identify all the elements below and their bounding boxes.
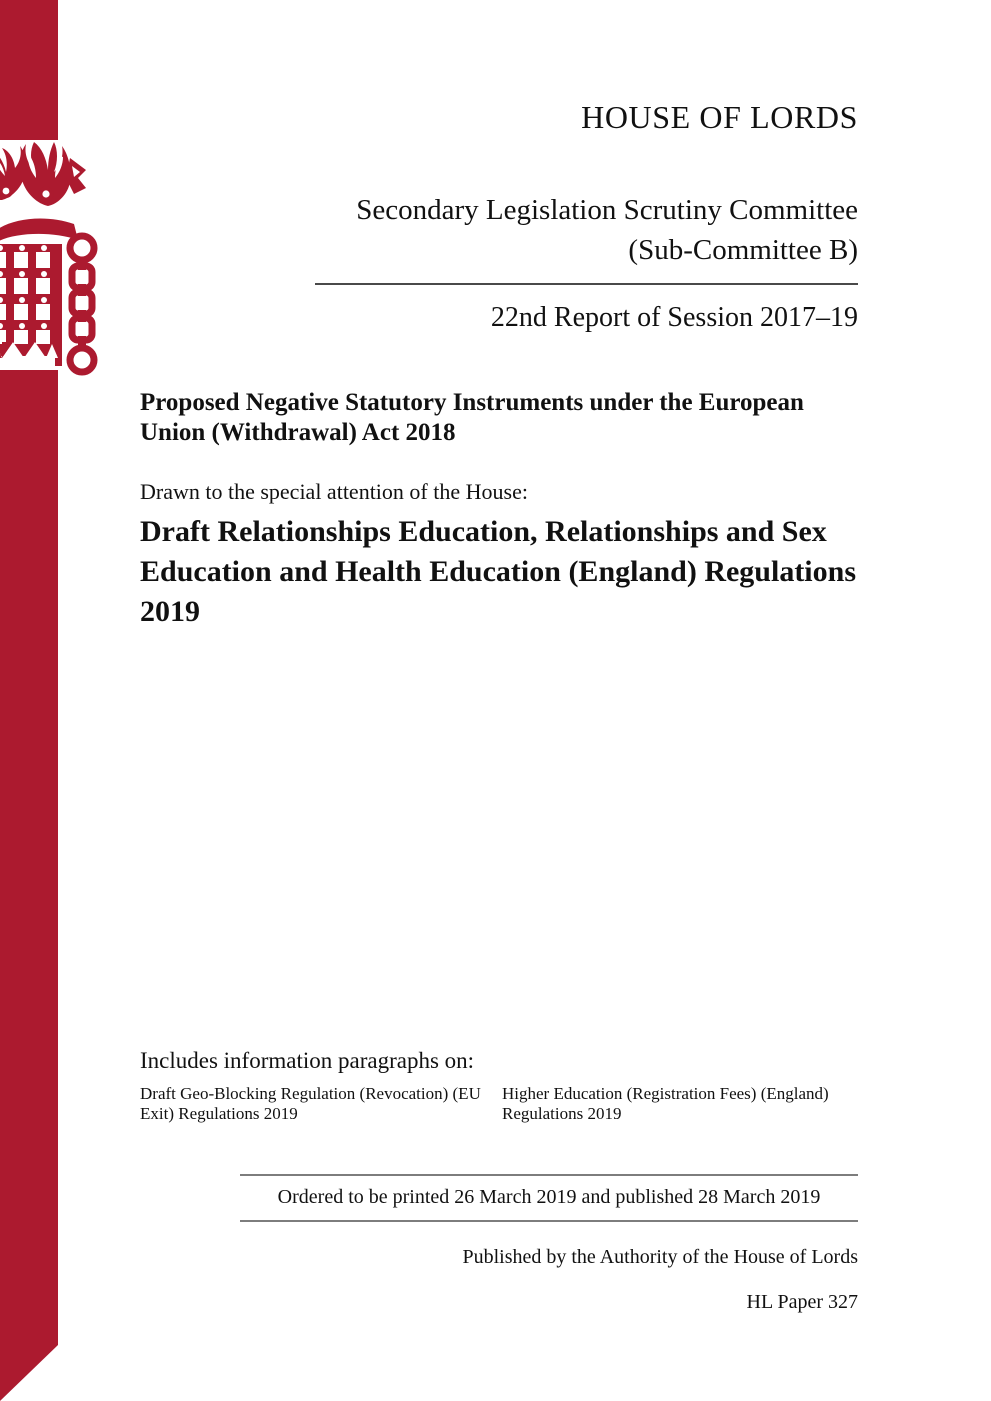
divider-below-ordered xyxy=(240,1220,858,1222)
paper-number: HL Paper 327 xyxy=(746,1291,858,1313)
list-item: Draft Geo-Blocking Regulation (Revocation) (EU Exit) Regulations 2019 xyxy=(140,1084,481,1123)
committee-name-line-2: (Sub-Committee B) xyxy=(628,234,858,266)
page-title: Draft Relationships Education, Relationships and Sex Education and Health Education (England) Regulations 2019 xyxy=(140,515,857,628)
divider-above-ordered xyxy=(240,1174,858,1176)
committee-name xyxy=(140,190,858,270)
house-of-lords-title: HOUSE OF LORDS xyxy=(581,99,858,135)
committee-name-line-1: Secondary Legislation Scrutiny Committee xyxy=(356,194,858,226)
includes-information-label: Includes information paragraphs on: xyxy=(140,1048,475,1073)
list-item: Higher Education (Registration Fees) (England) Regulations 2019 xyxy=(502,1084,829,1123)
ordered-printed-line: Ordered to be printed 26 March 2019 and published 28 March 2019 xyxy=(277,1186,821,1208)
statutory-instruments-heading: Proposed Negative Statutory Instruments under the European Union (Withdrawal) Act 2018 xyxy=(140,389,804,446)
information-paragraphs-list xyxy=(140,1084,858,1124)
report-session-line: 22nd Report of Session 2017–19 xyxy=(490,302,858,333)
divider-under-committee xyxy=(315,283,858,285)
published-by-line: Published by the Authority of the House of Lords xyxy=(462,1246,858,1268)
drawn-to-attention-label: Drawn to the special attention of the House: xyxy=(140,479,528,504)
